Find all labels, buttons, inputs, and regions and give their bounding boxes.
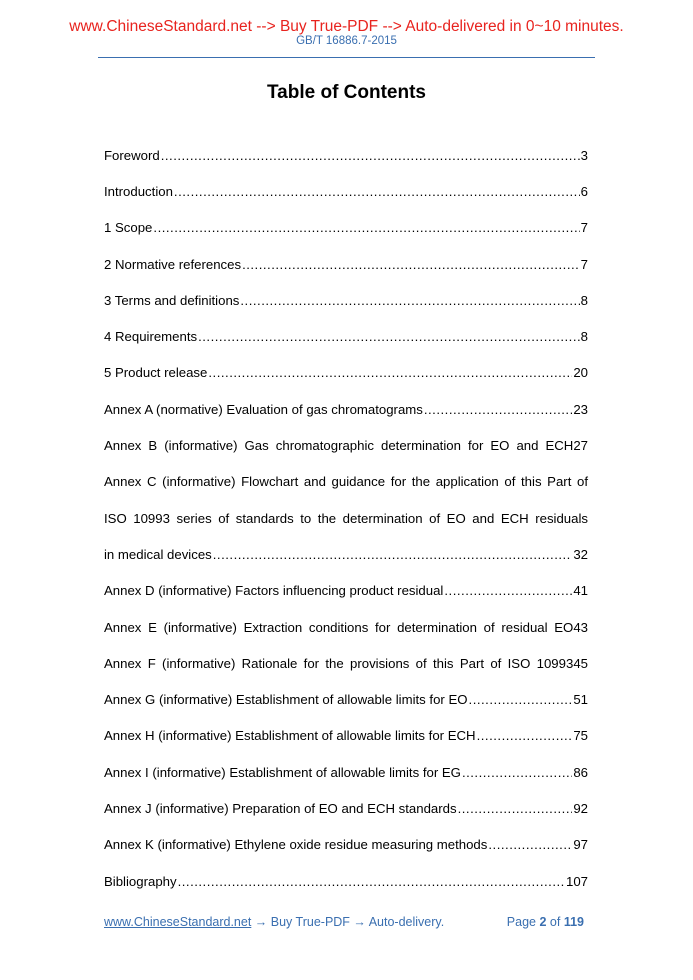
toc-entry-annex-h[interactable] [104, 718, 588, 754]
toc-entry-annex-g[interactable] [104, 681, 588, 717]
toc-entry-foreword[interactable] [104, 137, 588, 173]
toc-entry-label: Annex E (informative) Extraction conditions for determination of residual EO [104, 619, 574, 635]
header-divider [98, 57, 595, 58]
footer-promo [104, 915, 444, 930]
toc-entry-label: Annex B (informative) Gas chromatographic determination for EO and ECH [104, 438, 574, 454]
toc-entry-page: 8 [580, 329, 588, 345]
toc-entry-label: 2 Normative references [104, 256, 242, 272]
dot-leader [161, 148, 580, 163]
toc-entry-page: 86 [573, 764, 588, 780]
dot-leader [444, 583, 572, 598]
toc-entry-label: 1 Scope [104, 220, 153, 236]
toc-entry-annex-c-line-3[interactable] [104, 536, 588, 572]
toc-entry-introduction[interactable] [104, 173, 588, 209]
dot-leader [477, 728, 573, 743]
toc-entry-label: Introduction [104, 183, 173, 199]
toc-entry-page: 23 [573, 401, 588, 417]
dot-leader [153, 220, 579, 235]
dot-leader [213, 547, 573, 562]
footer-site-link[interactable]: www.ChineseStandard.net [104, 915, 252, 929]
toc-entry-annex-a[interactable] [104, 391, 588, 427]
toc-entry-annex-b[interactable] [104, 427, 588, 463]
toc-entry-label: 3 Terms and definitions [104, 292, 240, 308]
toc-entry-annex-c-line-1[interactable] [104, 464, 588, 500]
dot-leader [178, 874, 565, 889]
toc-entry-label: Annex G (informative) Establishment of allowable limits for EO [104, 692, 468, 708]
toc-entry-label: Annex F (informative) Rationale for the provisions of this Part of ISO 10993 [104, 655, 574, 671]
toc-entry-page: 41 [573, 583, 588, 599]
toc-entry-page: 43 [573, 619, 588, 635]
standard-code: GB/T 16886.7-2015 [296, 35, 397, 47]
page-title: Table of Contents [266, 82, 427, 103]
toc-entry-annex-d[interactable] [104, 573, 588, 609]
dot-leader [208, 365, 572, 380]
toc-entry-page: 32 [573, 546, 588, 562]
dot-leader [458, 801, 573, 816]
toc-entry-annex-j[interactable] [104, 790, 588, 826]
toc-entry-annex-f[interactable] [104, 645, 588, 681]
toc-entry-annex-i[interactable] [104, 754, 588, 790]
toc-entry-label: Annex K (informative) Ethylene oxide residue measuring methods [104, 837, 488, 853]
dot-leader [174, 184, 580, 199]
toc-entry-label: Annex D (informative) Factors influencing product residual [104, 583, 444, 599]
top-banner[interactable]: www.ChineseStandard.net --> Buy True-PDF --> Auto-delivered in 0~10 minutes. [69, 18, 624, 35]
page-indicator [507, 915, 584, 930]
toc-entry-annex-e[interactable] [104, 609, 588, 645]
dot-leader [424, 402, 572, 417]
toc-entry-normative-references[interactable] [104, 246, 588, 282]
toc-entry-page: 107 [565, 873, 588, 889]
toc-entry-page: 75 [573, 728, 588, 744]
toc-entry-product-release[interactable] [104, 355, 588, 391]
toc-entry-page: 27 [573, 438, 588, 454]
toc-entry-label: 4 Requirements [104, 329, 198, 345]
toc-entry-page: 8 [580, 292, 588, 308]
toc-entry-label: 5 Product release [104, 365, 208, 381]
toc-entry-bibliography[interactable] [104, 863, 588, 899]
toc-entry-label: Foreword [104, 147, 160, 163]
toc-entry-page: 7 [580, 256, 588, 272]
toc-entry-scope[interactable] [104, 210, 588, 246]
of-word: of [549, 915, 561, 929]
toc-entry-page: 92 [573, 800, 588, 816]
dot-leader [242, 257, 580, 272]
toc-entry-requirements[interactable] [104, 318, 588, 354]
toc-entry-label: Annex J (informative) Preparation of EO and ECH standards [104, 800, 457, 816]
dot-leader [198, 329, 580, 344]
toc-entry-terms-and-definitions[interactable] [104, 282, 588, 318]
toc-entry-page: 45 [573, 655, 588, 671]
dot-leader [462, 765, 572, 780]
toc-entry-page: 51 [573, 692, 588, 708]
toc-entry-page: 3 [580, 147, 588, 163]
toc-entry-label: ISO 10993 series of standards to the determination of EO and ECH residuals [104, 510, 588, 526]
toc-entry-page: 7 [580, 220, 588, 236]
toc-entry-annex-c-line-2[interactable] [104, 500, 588, 536]
toc-entry-annex-k[interactable] [104, 827, 588, 863]
current-page-number: 2 [539, 915, 547, 929]
dot-leader [240, 293, 579, 308]
toc-entry-page: 6 [580, 183, 588, 199]
table-of-contents [104, 137, 588, 899]
dot-leader [469, 692, 573, 707]
toc-entry-label: Bibliography [104, 873, 177, 889]
toc-entry-label: Annex I (informative) Establishment of allowable limits for EG [104, 764, 461, 780]
page-word: Page [506, 915, 536, 929]
toc-entry-label: Annex C (informative) Flowchart and guidance for the application of this Part of [104, 474, 588, 490]
toc-entry-page: 20 [573, 365, 588, 381]
total-pages: 119 [563, 915, 584, 929]
dot-leader [488, 837, 572, 852]
toc-entry-label: Annex A (normative) Evaluation of gas chromatograms [104, 401, 423, 417]
toc-entry-label: Annex H (informative) Establishment of allowable limits for ECH [104, 728, 476, 744]
footer-promo-text: → Buy True-PDF → Auto-delivery. [251, 915, 445, 929]
toc-entry-label: in medical devices [104, 546, 212, 562]
toc-entry-page: 97 [573, 837, 588, 853]
